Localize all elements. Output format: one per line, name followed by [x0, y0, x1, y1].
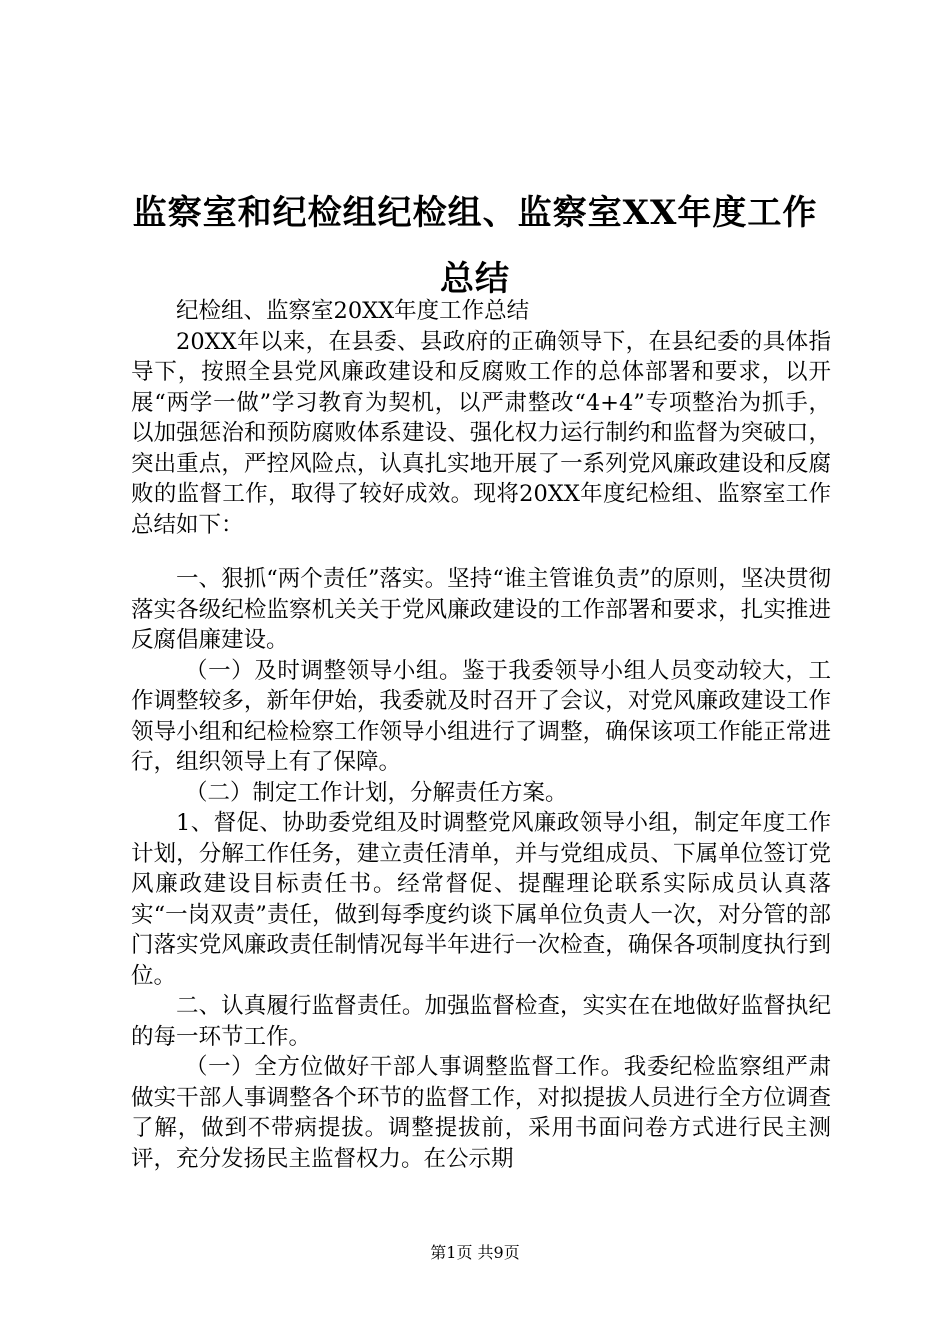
title-line-1: 监察室和纪检组纪检组、监察室XX年度工作 — [132, 193, 818, 233]
paragraph-item-1: 1、督促、协助委党组及时调整党风廉政领导小组，制定年度工作计划，分解工作任务，建立责任清单，并与党组成员、下属单位签订党风廉政建设目标责任书。经常督促、提醒理论联系实际成员认真落实“一岗双责”责任，做到每季度约谈下属单位负责人一次，对分管的部门落实党风廉政责任制情况每半年进行一次检查，确保各项制度执行到位。 — [131, 810, 831, 989]
document-title — [110, 180, 840, 312]
paragraph-section-1: 一、狠抓“两个责任”落实。坚持“谁主管谁负责”的原则，坚决贯彻落实各级纪检监察机关关于党风廉政建设的工作部署和要求，扎实推进反腐倡廉建设。 — [131, 566, 831, 653]
paragraph-intro: 20XX年以来，在县委、县政府的正确领导下，在县纪委的具体指导下，按照全县党风廉政建设和反腐败工作的总体部署和要求，以开展“两学一做”学习教育为契机，以严肃整改“4+4”专项整治为抓手，以加强惩治和预防腐败体系建设、强化权力运行制约和监督为突破口，突出重点，严控风险点，认真扎实地开展了一系列党风廉政建设和反腐败的监督工作，取得了较好成效。现将20XX年度纪检组、监察室工作总结如下： — [131, 328, 831, 538]
paragraph-section-1-1: （一）及时调整领导小组。鉴于我委领导小组人员变动较大，工作调整较多，新年伊始，我委就及时召开了会议，对党风廉政建设工作领导小组和纪检检察工作领导小组进行了调整，确保该项工作能正常进行，组织领导上有了保障。 — [131, 657, 831, 775]
paragraph-section-1-2: （二）制定工作计划，分解责任方案。 — [185, 779, 568, 806]
paragraph-section-2-1: （一）全方位做好干部人事调整监督工作。我委纪检监察组严肃做实干部人事调整各个环节的监督工作，对拟提拔人员进行全方位调查了解，做到不带病提拔。调整提拔前，采用书面问卷方式进行民主测评，充分发扬民主监督权力。在公示期 — [131, 1054, 831, 1172]
paragraph-subtitle: 纪检组、监察室20XX年度工作总结 — [176, 298, 530, 324]
title-line-2: 总结 — [440, 259, 510, 299]
page-footer: 第1页 共9页 — [430, 1243, 520, 1262]
document-body — [131, 296, 831, 1174]
paragraph-section-2: 二、认真履行监督责任。加强监督检查，实实在在地做好监督执纪的每一环节工作。 — [131, 993, 831, 1050]
